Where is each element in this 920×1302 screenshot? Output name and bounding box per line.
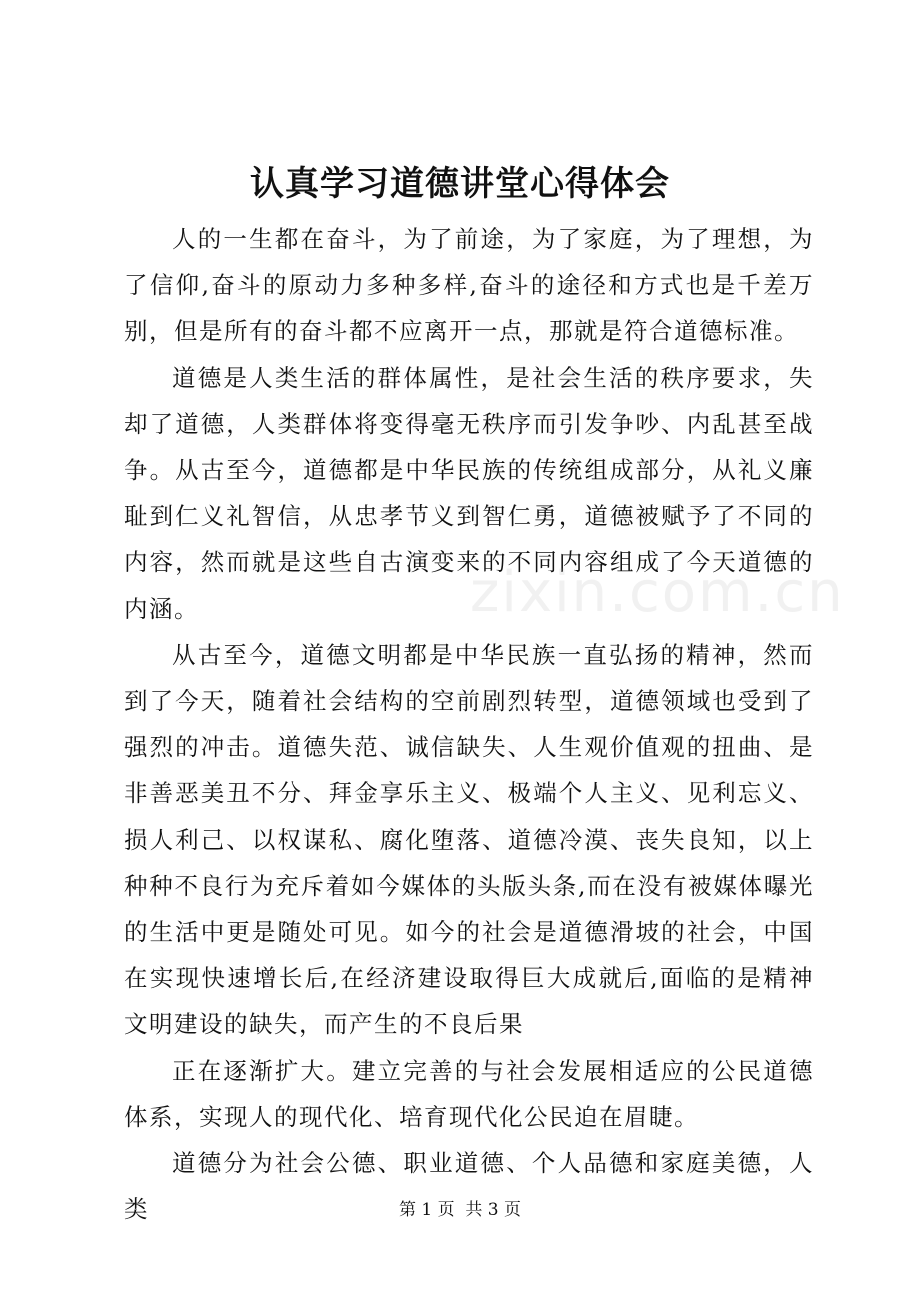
paragraph-1: 人的一生都在奋斗，为了前途，为了家庭，为了理想，为了信仰,奋斗的原动力多种多样,奋斗的途径和方式也是千差万别，但是所有的奋斗都不应离开一点，那就是符合道德标准。 [124, 225, 814, 346]
page-footer [0, 1198, 920, 1222]
document-title: 认真学习道德讲堂心得体会 [250, 164, 670, 204]
document-body [124, 216, 814, 1232]
page-number: 第 1 页 共 3 页 [398, 1200, 522, 1220]
watermark: zixin.com.cn [470, 560, 845, 625]
paragraph-2: 道德是人类生活的群体属性，是社会生活的秩序要求，失却了道德，人类群体将变得毫无秩序而引发争吵、内乱甚至战争。从古至今，道德都是中华民族的传统组成部分，从礼义廉耻到仁义礼智信，从忠孝节义到智仁勇，道德被赋予了不同的内容，然而就是这些自古演变来的不同内容组成了今天道德的内涵。 [124, 363, 814, 623]
paragraph-4: 正在逐渐扩大。建立完善的与社会发展相适应的公民道德体系，实现人的现代化、培育现代化公民迫在眉睫。 [124, 1056, 814, 1131]
paragraph-3: 从古至今，道德文明都是中华民族一直弘扬的精神，然而到了今天，随着社会结构的空前剧烈转型，道德领域也受到了强烈的冲击。道德失范、诚信缺失、人生观价值观的扭曲、是非善恶美丑不分、拜金享乐主义、极端个人主义、见利忘义、损人利己、以权谋私、腐化堕落、道德冷漠、丧失良知，以上种种不良行为充斥着如今媒体的头版头条,而在没有被媒体曝光的生活中更是随处可见。如今的社会是道德滑坡的社会，中国在实现快速增长后,在经济建设取得巨大成就后,面临的是精神文明建设的缺失，而产生的不良后果 [124, 640, 814, 1039]
paragraph-5: 道德分为社会公德、职业道德、个人品德和家庭美德，人类 [124, 1149, 814, 1224]
